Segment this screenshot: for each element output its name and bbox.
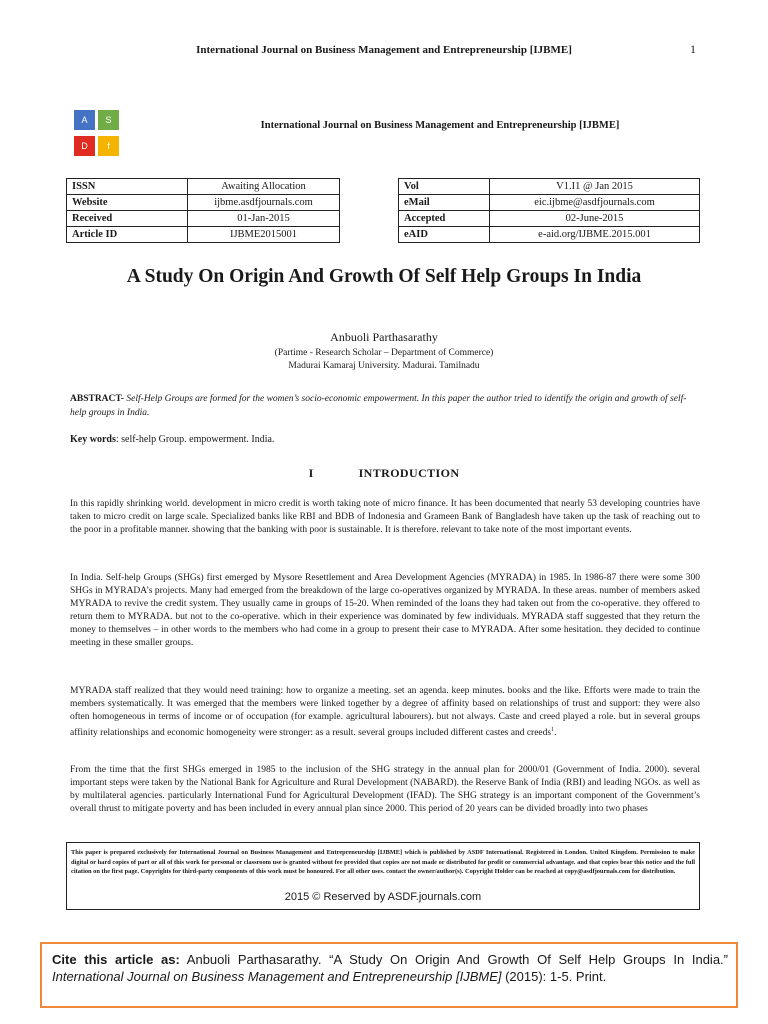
journal-title: International Journal on Business Management and Entrepreneurship [IJBME]	[260, 120, 620, 131]
body-paragraph: In this rapidly shrinking world. development in micro credit is worth taking note of micro finance. It has been documented that nearly 53 developing countries have taken to micro credit on large scale. Specialized banks like RBI and BDB of Indonesia and Grameen Bank of Bangladesh have taken up the task of reaching out to the poor in a profitable manner. showing that the banking with poor is sustainable. It is therefore. relevant to take note of the most important events.	[70, 499, 700, 535]
paper-title: A Study On Origin And Growth Of Self Help Groups In India	[126, 266, 642, 287]
logo-square-s: S	[98, 110, 119, 130]
logo-square-f: f	[98, 136, 119, 156]
logo-square-a: A	[74, 110, 95, 130]
footnote-marker[interactable]: 1	[551, 727, 555, 733]
author-affiliation-role: (Partime - Research Scholar – Department of Commerce)	[274, 348, 494, 358]
section-number: I	[308, 466, 314, 480]
abstract-text: Self-Help Groups are formed for the women’s socio-economic empowerment. In this paper the author tried to identify the origin and growth of self-help groups in India.	[70, 394, 687, 418]
cite-author-title: Anbuoli Parthasarathy. “A Study On Origin And Growth Of Self Help Groups In India.”	[179, 952, 728, 967]
keywords	[70, 434, 700, 445]
reserved-line: 2015 © Reserved by ASDF.journals.com	[284, 891, 482, 903]
keywords-text: : self-help Group. empowerment. India.	[115, 434, 275, 445]
meta-value: Awaiting Allocation	[188, 179, 340, 195]
meta-row-accepted	[399, 211, 700, 227]
cite-year-pages: (2015): 1-5. Print.	[501, 969, 607, 984]
meta-key: ISSN	[67, 179, 188, 195]
meta-value: 01-Jan-2015	[188, 211, 340, 227]
meta-value: IJBME2015001	[188, 227, 340, 243]
meta-value[interactable]: ijbme.asdfjournals.com	[188, 195, 340, 211]
meta-row-article-id	[67, 227, 340, 243]
body-paragraph: In India. Self-help Groups (SHGs) first emerged by Mysore Resettlement and Area Development Agencies (MYRADA) in 1985. In 1986-87 there were some 300 SHGs in MYRADA’s projects. Many had emerged from the breakdown of the large co-operatives organized by MYRADA. In these areas. number of members asked MYRADA to revive the credit system. They usually came in groups of 15-20. When reminded of the loans they had taken out from the co-operative. they offered to return them to MYRADA. but not to the co-operative. which in their experience was dominated by few individuals. MYRADA staff suggested that they return the money to themselves – in other words to the members who had come in a group to present their case to MYRADA. After some hesitation. they decided to continue meeting in these smaller groups.	[70, 573, 700, 648]
cite-journal: International Journal on Business Management and Entrepreneurship [IJBME]	[52, 969, 502, 984]
citation-text	[52, 951, 728, 985]
meta-value: V1.I1 @ Jan 2015	[490, 179, 700, 195]
meta-row-received	[67, 211, 340, 227]
page-number: 1	[690, 42, 696, 56]
cite-label: Cite this article as:	[52, 952, 180, 967]
copyright-notice-text: This paper is prepared exclusively for International Journal on Business Management and Entrepreneurship [IJBME] which is published by ASDF International. Registered in London. United Kingdom. Permission to make digital or hard copies of part or all of this work for personal or classroom use is granted without fee provided that copies are not made or distributed for profit or commercial advantage. and that copies bear this notice and the full citation on the first page. Copyrights for third-party components of this work must be honoured. For all other uses. contact the owner/author(s). Copyright Holder can be reached at copy@asdfjournals.com for distribution.	[71, 849, 695, 875]
author-name: Anbuoli Parthasarathy	[330, 330, 438, 344]
body-paragraph	[70, 685, 700, 740]
meta-key: Article ID	[67, 227, 188, 243]
paragraph-text: MYRADA staff realized that they would need training: how to organize a meeting. set an agenda. keep minutes. books and the like. Efforts were made to train the members systematically. It was emerged that the members were linked together by a degree of affinity based on relationships of trust and support: they were also often homogeneous in terms of income or of occupation (for example. agricultural labourers). but not always. Caste and creed played a role. but in several groups affinity relationships and economic homogeneity were stronger: as a result. several groups included different castes and creeds	[70, 686, 700, 739]
running-header: International Journal on Business Management and Entrepreneurship [IJBME]	[196, 44, 572, 56]
keywords-label: Key words	[70, 434, 116, 445]
paragraph-end: .	[554, 728, 557, 739]
section-heading	[0, 466, 768, 481]
author-affiliation-university: Madurai Kamaraj University. Madurai. Tamilnadu	[288, 361, 480, 371]
meta-row-vol	[399, 179, 700, 195]
metadata-table-left	[66, 178, 340, 243]
meta-value: 02-June-2015	[490, 211, 700, 227]
meta-row-issn	[67, 179, 340, 195]
meta-row-email	[399, 195, 700, 211]
citation-box	[40, 942, 738, 1008]
meta-key: eAID	[399, 227, 490, 243]
logo-square-d: D	[74, 136, 95, 156]
abstract	[70, 392, 700, 420]
meta-value[interactable]: eic.ijbme@asdfjournals.com	[490, 195, 700, 211]
meta-row-eaid	[399, 227, 700, 243]
meta-key: Accepted	[399, 211, 490, 227]
meta-key: Website	[67, 195, 188, 211]
meta-value[interactable]: e-aid.org/IJBME.2015.001	[490, 227, 700, 243]
metadata-table-right	[398, 178, 700, 243]
meta-row-website	[67, 195, 340, 211]
body-paragraph: From the time that the first SHGs emerged in 1985 to the inclusion of the SHG strategy in the annual plan for 2000/01 (Government of India. 2000). several important steps were taken by the National Bank for Agriculture and Rural Development (NABARD). the Reserve Bank of India (RBI) and leading NGOs. as well as by multilateral agencies. particularly International Fund for Agricultural Development (IFAD). The SHG strategy is an important component of the Government’s overall thrust to mitigate poverty and has been included in every annual plan since 2000. This period of 20 years can be divided broadly into two phases	[70, 765, 700, 814]
abstract-label: ABSTRACT-	[70, 394, 125, 404]
meta-key: Received	[67, 211, 188, 227]
asdf-logo	[74, 110, 126, 158]
section-title: INTRODUCTION	[358, 466, 460, 480]
meta-key: Vol	[399, 179, 490, 195]
copyright-notice-box	[66, 842, 700, 910]
meta-key: eMail	[399, 195, 490, 211]
